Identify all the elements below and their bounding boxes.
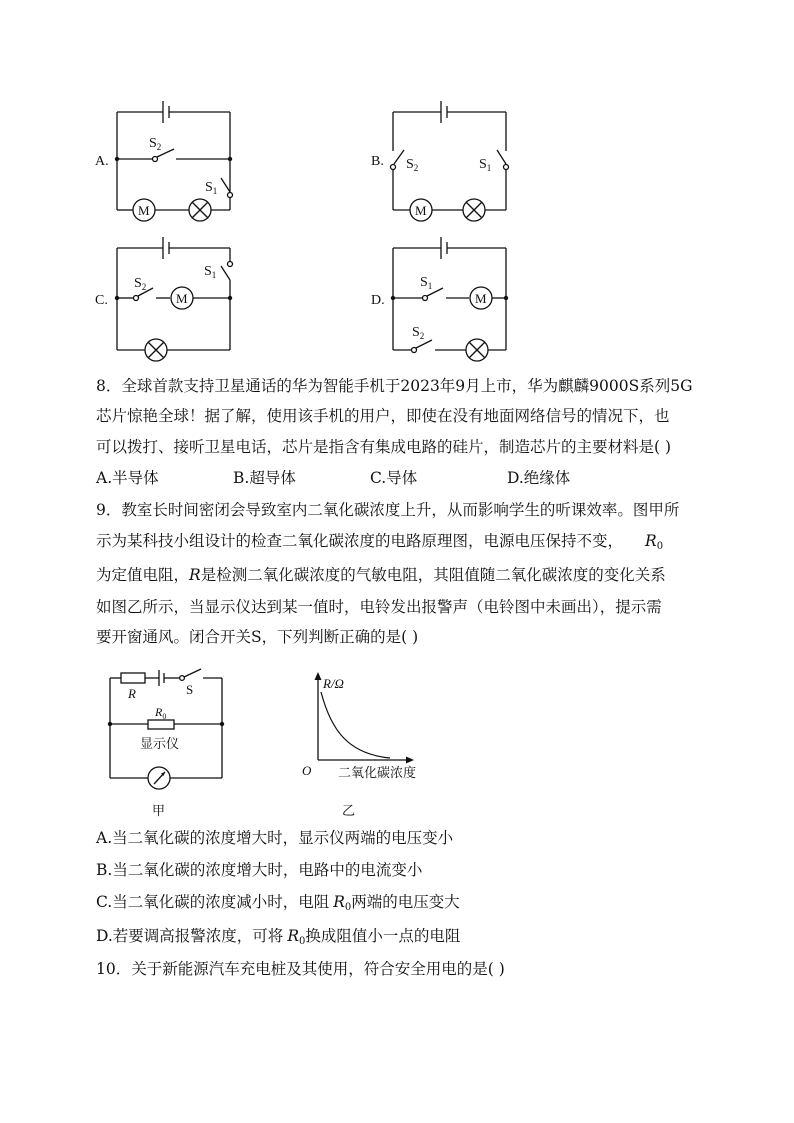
- switch-s1-label: S: [205, 180, 213, 195]
- q9-option-c-post: 两端的电压变大: [351, 893, 460, 911]
- q9-option-d-pre: D.若要调高报警浓度，可将: [96, 927, 284, 945]
- circuit-a-diagram: [94, 96, 244, 226]
- circuit-option-b: [370, 96, 520, 230]
- switch-s-blade: [184, 669, 201, 677]
- q9-option-d-r: R: [287, 927, 299, 945]
- q9-option-d-post: 换成阻值小一点的电阻: [305, 927, 461, 945]
- fig-jia-r0-label: R: [155, 705, 163, 719]
- figure-yi: [298, 670, 438, 829]
- motor-label: M: [138, 203, 150, 218]
- q8-line-3: 可以拨打、接听卫星电话，芯片是指含有集成电路的硅片，制造芯片的主要材料是( ): [96, 438, 672, 456]
- motor-label: M: [176, 291, 188, 306]
- switch-s1-blade: [221, 178, 230, 192]
- q10-line-1: 10．关于新能源汽车充电桩及其使用，符合安全用电的是( ): [96, 960, 505, 978]
- switch-s1-label: S: [204, 264, 212, 279]
- svg-text:S2: [406, 157, 418, 173]
- motor-label: M: [415, 203, 427, 218]
- circuit-c-diagram: [94, 232, 244, 362]
- circuit-option-c: [94, 232, 244, 366]
- q8-option-b: B.超导体: [233, 469, 296, 487]
- option-d-label: D.: [371, 293, 385, 308]
- q9-option-d: [96, 926, 460, 952]
- q9-line-1: 9．教室长时间密闭会导致室内二氧化碳浓度上升，从而影响学生的听课效率。图甲所: [96, 501, 680, 519]
- option-b-label: B.: [371, 154, 384, 169]
- circuit-option-a: [94, 96, 244, 230]
- svg-text:S2: [149, 136, 161, 152]
- q8-option-a: A.半导体: [96, 469, 159, 487]
- fig-yi-origin-label: O: [302, 763, 312, 778]
- q9-option-c-r: R: [333, 893, 345, 911]
- figure-jia: [100, 664, 235, 828]
- switch-s2-blade: [394, 150, 404, 164]
- switch-s1-blade: [497, 150, 506, 164]
- switch-s2-label: S: [134, 276, 142, 291]
- svg-text:S2: [134, 276, 146, 292]
- option-a-label: A.: [95, 154, 109, 169]
- circuit-option-d: [370, 232, 520, 366]
- svg-text:S2: [412, 325, 424, 341]
- switch-s1-sub: 1: [211, 270, 217, 280]
- switch-s1-blade: [221, 266, 230, 280]
- resistance-curve: [321, 692, 390, 758]
- resistor-r: [121, 673, 145, 683]
- switch-s1-sub: 1: [212, 186, 218, 196]
- option-c-label: C.: [95, 293, 108, 308]
- q9-r0-letter: R: [645, 532, 657, 550]
- fig-jia-caption: 甲: [152, 803, 166, 818]
- fig-jia-s-label: S: [186, 682, 194, 697]
- q9-option-a: A.当二氧化碳的浓度增大时，显示仪两端的电压变小: [96, 829, 454, 847]
- svg-text:S1: [204, 264, 216, 280]
- q9-r0-sub: 0: [656, 541, 664, 552]
- q8-option-c: C.导体: [370, 469, 418, 487]
- fig-yi-y-axis-label: R/Ω: [323, 676, 344, 691]
- q8-options: [96, 468, 696, 488]
- q9-line-2-text: 示为某科技小组设计的检查二氧化碳浓度的电路原理图，电源电压保持不变，: [96, 532, 624, 550]
- svg-text:S1: [205, 180, 217, 196]
- fig-jia-r0-sub: 0: [162, 712, 167, 721]
- switch-s2-blade: [416, 340, 432, 348]
- q9-line-3-text: 为定值电阻，: [96, 566, 190, 584]
- q8-option-d: D.绝缘体: [507, 469, 571, 487]
- fig-jia-display-label: 显示仪: [140, 736, 180, 751]
- switch-s2-label: S: [149, 136, 157, 151]
- svg-text:R0: [154, 705, 166, 721]
- svg-text:S1: [420, 275, 432, 291]
- q9-option-d-r-sub: 0: [298, 936, 306, 947]
- q9-line-4: 如图乙所示，当显示仪达到某一值时，电铃发出报警声（电铃图中未画出），提示需: [96, 598, 662, 616]
- motor-label: M: [475, 291, 487, 306]
- switch-s2-label: S: [406, 157, 414, 172]
- svg-text:S1: [479, 157, 491, 173]
- figure-jia-circuit: [100, 664, 235, 824]
- q9-r-letter: R: [189, 566, 201, 584]
- switch-s1-label: S: [420, 275, 428, 290]
- resistor-r0: [148, 720, 174, 729]
- switch-s2-label: S: [412, 325, 420, 340]
- circuit-d-diagram: [370, 232, 520, 362]
- fig-yi-caption: 乙: [342, 803, 356, 818]
- switch-s1-sub: 1: [427, 281, 433, 291]
- q9-option-c-r-sub: 0: [344, 902, 352, 913]
- switch-s2-sub: 2: [419, 331, 425, 341]
- fig-yi-x-axis-label: 二氧化碳浓度: [338, 765, 417, 780]
- switch-s2-sub: 2: [413, 163, 419, 173]
- switch-s2-sub: 2: [156, 142, 162, 152]
- q9-line-5: 要开窗通风。闭合开关S，下列判断正确的是( ): [96, 628, 419, 646]
- q9-line-2: [96, 531, 663, 557]
- q8-line-2: 芯片惊艳全球！据了解，使用该手机的用户，即使在没有地面网络信号的情况下，也: [96, 407, 670, 425]
- fig-jia-r-label: R: [128, 686, 136, 701]
- circuit-b-diagram: [370, 96, 520, 226]
- q9-option-c: [96, 892, 460, 918]
- figure-yi-graph: [298, 670, 438, 825]
- switch-s2-sub: 2: [141, 282, 147, 292]
- q9-line-3-rest: 是检测二氧化碳浓度的气敏电阻，其阻值随二氧化碳浓度的变化关系: [200, 566, 666, 584]
- switch-s1-label: S: [479, 157, 487, 172]
- q9-option-c-pre: C.当二氧化碳的浓度减小时，电阻: [96, 893, 330, 911]
- q9-option-b: B.当二氧化碳的浓度增大时，电路中的电流变小: [96, 861, 423, 879]
- q8-line-1: 8．全球首款支持卫星通话的华为智能手机于2023年9月上市，华为麒麟9000S系列5G: [96, 377, 693, 395]
- switch-s1-sub: 1: [486, 163, 492, 173]
- q9-line-3: [96, 565, 666, 585]
